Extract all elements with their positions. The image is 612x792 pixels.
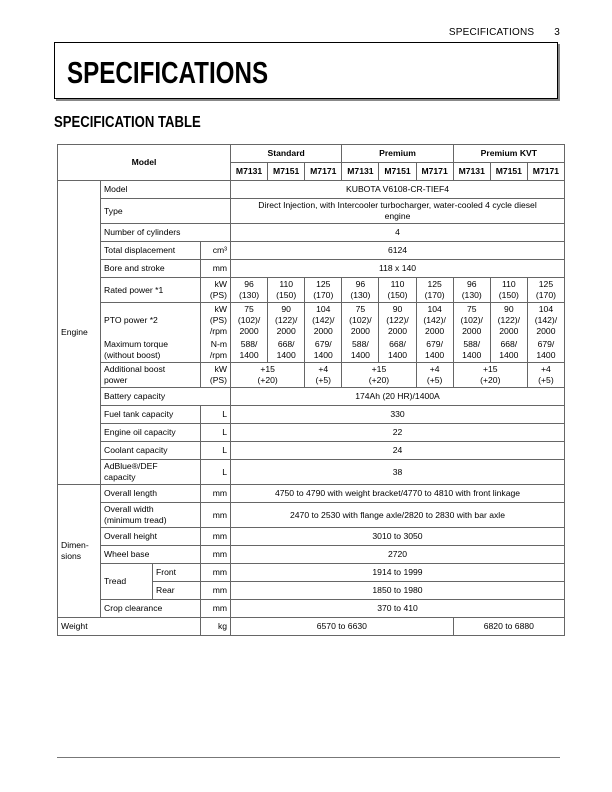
model-column-header: M7151 [490, 163, 527, 181]
unit-cell: cm³ [201, 242, 231, 260]
value-cell: 22 [231, 424, 565, 442]
value-cell: 90 (122)/ 2000 [268, 303, 305, 339]
value-cell: 96 (130) [342, 278, 379, 303]
table-row [58, 278, 565, 303]
page-number: 3 [554, 27, 560, 38]
value-cell: 110 (150) [490, 278, 527, 303]
row-label: Model [101, 181, 231, 199]
row-label: Maximum torque (without boost) [101, 338, 201, 363]
value-cell: 2470 to 2530 with flange axle/2820 to 2830 with bar axle [231, 503, 565, 528]
value-cell: 1850 to 1980 [231, 582, 565, 600]
value-cell: 588/ 1400 [231, 338, 268, 363]
value-cell: +15 (+20) [231, 363, 305, 388]
value-cell: 110 (150) [379, 278, 416, 303]
table-row [58, 503, 565, 528]
table-row [58, 242, 565, 260]
value-cell: +4 (+5) [416, 363, 453, 388]
table-row [58, 406, 565, 424]
value-cell: 75 (102)/ 2000 [342, 303, 379, 339]
value-cell: 4 [231, 224, 565, 242]
unit-cell: kW (PS) [201, 363, 231, 388]
unit-cell: mm [201, 546, 231, 564]
title-box [54, 42, 558, 99]
row-label: Total displacement [101, 242, 201, 260]
table-row [58, 546, 565, 564]
value-cell: 6820 to 6880 [453, 618, 564, 636]
row-label: Coolant capacity [101, 442, 201, 460]
value-cell: 90 (122)/ 2000 [490, 303, 527, 339]
section-title: SPECIFICATION TABLE [54, 114, 201, 131]
value-cell: 588/ 1400 [342, 338, 379, 363]
table-row [58, 303, 565, 339]
value-cell: +4 (+5) [305, 363, 342, 388]
model-column-header: M7171 [527, 163, 564, 181]
page-title: SPECIFICATIONS [67, 55, 269, 90]
row-label: Wheel base [101, 546, 201, 564]
value-cell: 2720 [231, 546, 565, 564]
table-row [58, 181, 565, 199]
row-label: Type [101, 199, 231, 224]
unit-cell: mm [201, 485, 231, 503]
category-cell: Dimen- sions [58, 485, 101, 618]
value-cell: 110 (150) [268, 278, 305, 303]
group-header: Premium KVT [453, 145, 564, 163]
unit-cell: mm [201, 582, 231, 600]
model-column-header: M7131 [231, 163, 268, 181]
unit-cell: N-m /rpm [201, 338, 231, 363]
row-label: Overall width (minimum tread) [101, 503, 201, 528]
table-row [58, 424, 565, 442]
value-cell: 75 (102)/ 2000 [453, 303, 490, 339]
value-cell: +4 (+5) [527, 363, 564, 388]
model-column-header: M7131 [453, 163, 490, 181]
value-cell: 679/ 1400 [416, 338, 453, 363]
value-cell: 3010 to 3050 [231, 528, 565, 546]
row-label: Battery capacity [101, 388, 231, 406]
value-cell: 588/ 1400 [453, 338, 490, 363]
table-row [58, 618, 565, 636]
running-title: SPECIFICATIONS [448, 27, 535, 38]
table-row [58, 600, 565, 618]
row-sublabel: Front [153, 564, 201, 582]
value-cell: 90 (122)/ 2000 [379, 303, 416, 339]
unit-cell: L [201, 424, 231, 442]
group-header: Premium [342, 145, 453, 163]
value-cell: 679/ 1400 [527, 338, 564, 363]
table-row [58, 260, 565, 278]
value-cell: 38 [231, 460, 565, 485]
model-column-header: M7151 [379, 163, 416, 181]
value-cell: 6124 [231, 242, 565, 260]
value-cell: 104 (142)/ 2000 [527, 303, 564, 339]
value-cell: Direct Injection, with Intercooler turbocharger, water-cooled 4 cycle diesel engine [231, 199, 565, 224]
row-label: Fuel tank capacity [101, 406, 201, 424]
running-header [449, 27, 560, 38]
table-row [58, 442, 565, 460]
value-cell: 174Ah (20 HR)/1400A [231, 388, 565, 406]
value-cell: KUBOTA V6108-CR-TIEF4 [231, 181, 565, 199]
value-cell: 370 to 410 [231, 600, 565, 618]
value-cell: 668/ 1400 [268, 338, 305, 363]
table-row [58, 388, 565, 406]
row-label: Bore and stroke [101, 260, 201, 278]
value-cell: 125 (170) [527, 278, 564, 303]
table-row [58, 224, 565, 242]
value-cell: 679/ 1400 [305, 338, 342, 363]
value-cell: 96 (130) [453, 278, 490, 303]
row-label: Crop clearance [101, 600, 201, 618]
value-cell: 104 (142)/ 2000 [305, 303, 342, 339]
category-cell: Weight [58, 618, 201, 636]
table-row [58, 338, 565, 363]
row-sublabel: Rear [153, 582, 201, 600]
specification-table [57, 144, 565, 636]
unit-cell: kW (PS) /rpm [201, 303, 231, 339]
table-row [58, 199, 565, 224]
value-cell: 6570 to 6630 [231, 618, 454, 636]
unit-cell: kg [201, 618, 231, 636]
row-label: AdBlue®/DEF capacity [101, 460, 201, 485]
value-cell: +15 (+20) [342, 363, 416, 388]
value-cell: 125 (170) [305, 278, 342, 303]
row-label: Overall length [101, 485, 201, 503]
value-cell: 104 (142)/ 2000 [416, 303, 453, 339]
value-cell: 330 [231, 406, 565, 424]
category-cell: Engine [58, 181, 101, 485]
unit-cell: kW (PS) [201, 278, 231, 303]
unit-cell: mm [201, 600, 231, 618]
table-row [58, 485, 565, 503]
value-cell: 668/ 1400 [379, 338, 416, 363]
footer-rule [57, 757, 560, 758]
row-label: Engine oil capacity [101, 424, 201, 442]
value-cell: 4750 to 4790 with weight bracket/4770 to 4810 with front linkage [231, 485, 565, 503]
value-cell: 24 [231, 442, 565, 460]
model-column-header: M7131 [342, 163, 379, 181]
table-row [58, 460, 565, 485]
model-column-header: M7171 [305, 163, 342, 181]
value-cell: 75 (102)/ 2000 [231, 303, 268, 339]
table-row [58, 564, 565, 582]
value-cell: 96 (130) [231, 278, 268, 303]
model-column-header: M7151 [268, 163, 305, 181]
unit-cell: mm [201, 503, 231, 528]
unit-cell: L [201, 460, 231, 485]
model-header: Model [58, 145, 231, 181]
unit-cell: mm [201, 260, 231, 278]
unit-cell: mm [201, 528, 231, 546]
group-header: Standard [231, 145, 342, 163]
row-label: Rated power *1 [101, 278, 201, 303]
table-row [58, 528, 565, 546]
value-cell: 1914 to 1999 [231, 564, 565, 582]
value-cell: 125 (170) [416, 278, 453, 303]
unit-cell: L [201, 406, 231, 424]
row-label: Additional boost power [101, 363, 201, 388]
value-cell: 118 x 140 [231, 260, 565, 278]
unit-cell: mm [201, 564, 231, 582]
row-label: Tread [101, 564, 153, 600]
row-label: PTO power *2 [101, 303, 201, 339]
row-label: Number of cylinders [101, 224, 231, 242]
table-row [58, 363, 565, 388]
row-label: Overall height [101, 528, 201, 546]
model-column-header: M7171 [416, 163, 453, 181]
unit-cell: L [201, 442, 231, 460]
value-cell: 668/ 1400 [490, 338, 527, 363]
value-cell: +15 (+20) [453, 363, 527, 388]
